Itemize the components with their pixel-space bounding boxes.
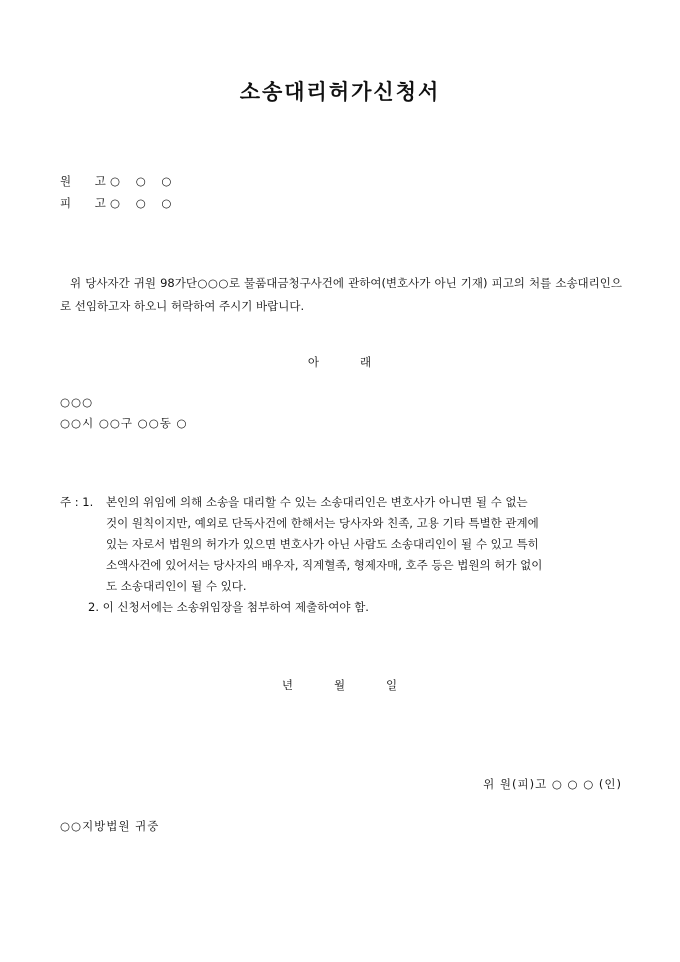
date-month: 월	[333, 678, 347, 692]
below-heading	[0, 354, 680, 370]
note2-line: 2. 이 신청서에는 소송위임장을 첨부하여 제출하여야 함.	[88, 600, 369, 614]
note1-line: 소액사건에 있어서는 당사자의 배우자, 직계혈족, 형제자매, 호주 등은 법원의 허가 없이	[106, 558, 543, 572]
defendant-line	[60, 195, 177, 211]
plaintiff-role: 원 고	[60, 174, 116, 188]
note1-line: 있는 자로서 법원의 허가가 있으면 변호사가 아닌 사람도 소송대리인이 될 수 있고 특히	[106, 537, 539, 551]
note1-line: 본인의 위임에 의해 소송을 대리할 수 있는 소송대리인은 변호사가 아니면 될 수 없는	[106, 495, 528, 509]
note1-line: 것이 원칙이지만, 예외로 단독사건에 한해서는 당사자와 친족, 고용 기타 특별한 관계에	[106, 516, 539, 530]
below-heading-right: 래	[360, 355, 373, 369]
note1-line: 도 소송대리인이 될 수 있다.	[106, 579, 247, 593]
document-title: 소송대리허가신청서	[239, 79, 441, 104]
notes-section	[60, 494, 630, 624]
plaintiff-name: ○ ○ ○	[110, 174, 178, 188]
notes-prefix: 주 : 1.	[60, 495, 94, 509]
agent-name: ○○○	[60, 395, 94, 409]
defendant-name: ○ ○ ○	[110, 196, 178, 210]
date-day: 일	[386, 678, 399, 692]
date-year: 년	[281, 678, 294, 692]
agent-address: ○○시 ○○구 ○○동 ○	[60, 416, 188, 430]
court-addressee: ○○지방법원 귀중	[60, 819, 160, 833]
signature-line: 위 원(피)고 ○ ○ ○ (인)	[483, 777, 622, 791]
plaintiff-line	[60, 173, 177, 189]
below-heading-left: 아	[307, 355, 320, 369]
date-line	[0, 677, 680, 693]
defendant-role: 피 고	[60, 196, 116, 210]
body-paragraph: 위 당사자간 귀원 98가단○○○로 물품대금청구사건에 관하여(변호사가 아닌 기재) 피고의 처를 소송대리인으로 선임하고자 하오니 허락하여 주시기 바랍니다.	[60, 276, 622, 313]
